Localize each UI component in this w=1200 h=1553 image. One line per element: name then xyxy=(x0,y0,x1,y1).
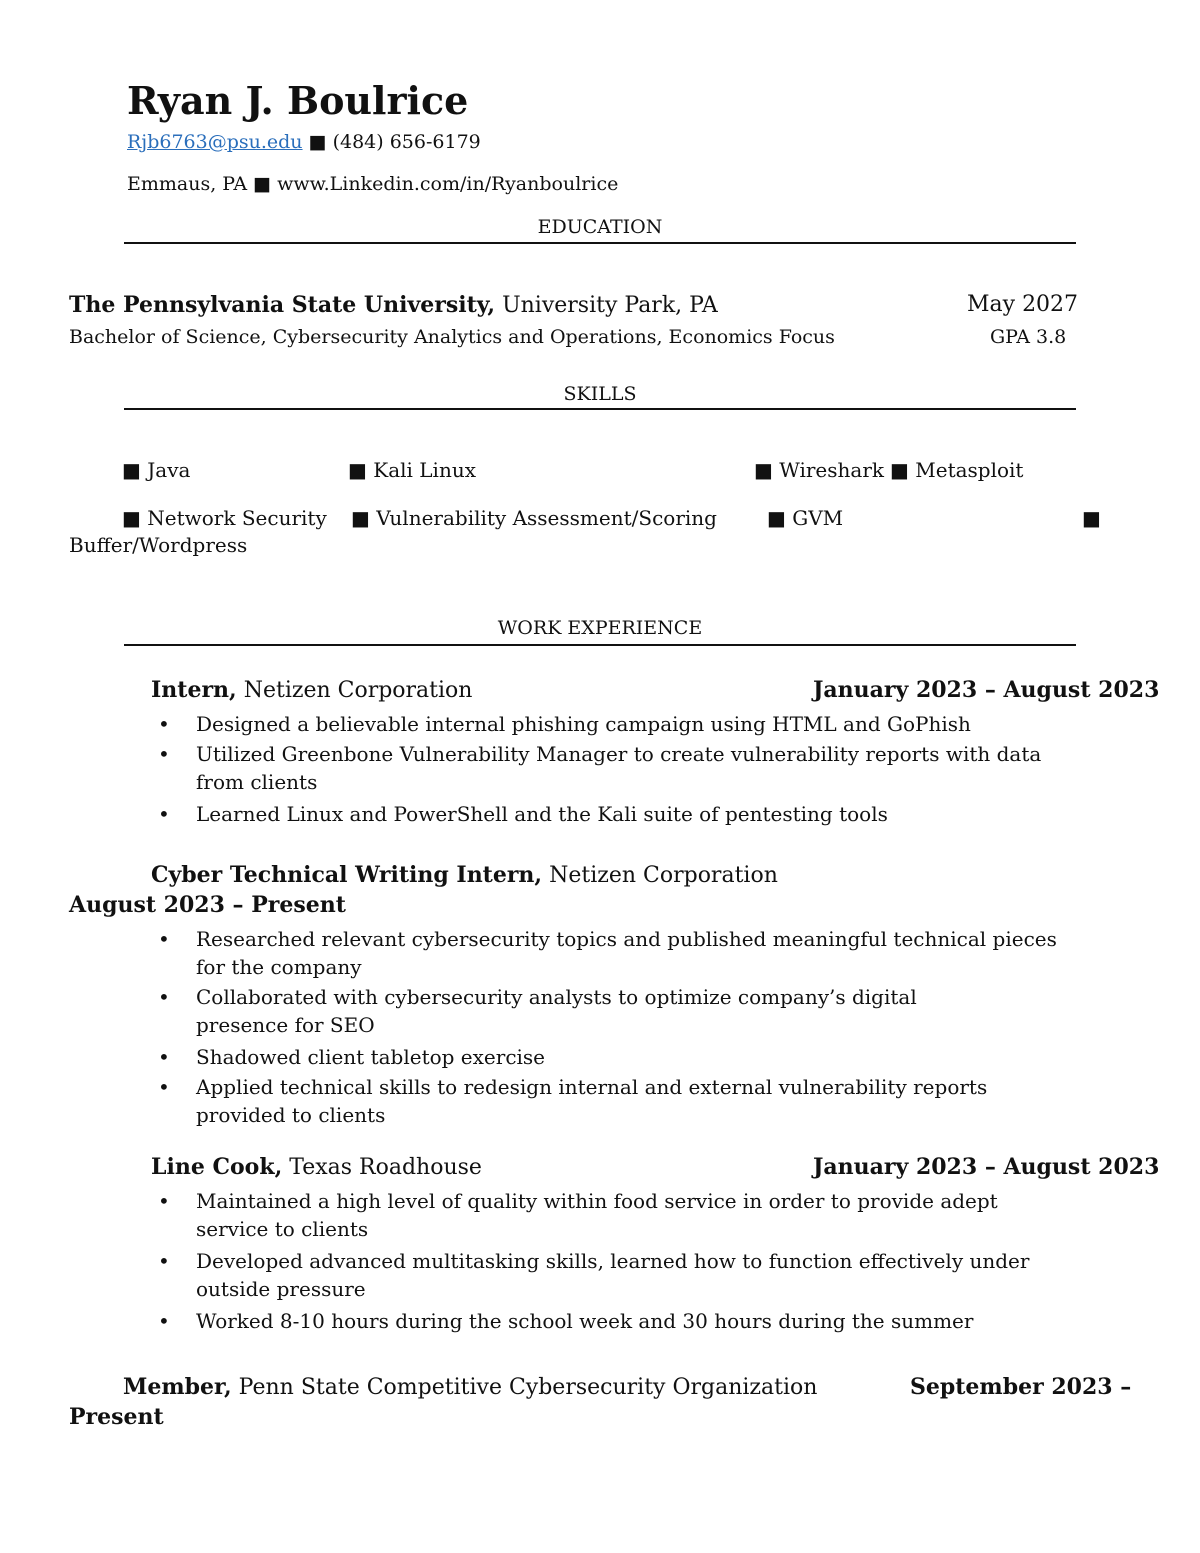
bullet-icon: • xyxy=(158,742,170,766)
contact-line-1 xyxy=(127,131,481,153)
skill-item: ■ Wireshark xyxy=(754,458,884,482)
job-org: Netizen Corporation xyxy=(243,678,473,703)
bullet-icon: • xyxy=(158,985,170,1009)
job-bullets xyxy=(150,1187,1050,1335)
bullet-icon: • xyxy=(158,802,170,826)
skill-item: ■ Java xyxy=(122,458,191,482)
bullet-icon: • xyxy=(158,1309,170,1333)
job-title-line xyxy=(123,1374,817,1400)
job-title-line xyxy=(151,1154,482,1180)
contact-line-2 xyxy=(127,173,618,195)
school-line xyxy=(69,292,718,318)
job-dates-continued: Present xyxy=(69,1404,164,1430)
job-org: Netizen Corporation xyxy=(549,863,778,888)
list-item: • Developed advanced multitasking skills, learned how to function effectively under outside pressure xyxy=(158,1249,1030,1301)
section-divider xyxy=(124,242,1076,244)
email-link[interactable]: Rjb6763@psu.edu xyxy=(127,131,303,153)
list-item: • Worked 8-10 hours during the school week and 30 hours during the summer xyxy=(158,1309,974,1333)
skill-item: ■ Vulnerability Assessment/Scoring xyxy=(351,506,717,530)
list-item: • Utilized Greenbone Vulnerability Manager to create vulnerability reports with data from clients xyxy=(158,742,1042,794)
bullet-icon: • xyxy=(158,1189,170,1213)
job-role: Cyber Technical Writing Intern, xyxy=(151,862,543,888)
job-title-line xyxy=(151,862,778,888)
graduation-date: May 2027 xyxy=(967,292,1079,317)
list-item: • Learned Linux and PowerShell and the Kali suite of pentesting tools xyxy=(158,802,888,826)
bullet-icon: • xyxy=(158,1045,170,1069)
phone-number: (484) 656-6179 xyxy=(332,131,481,153)
bullet-icon: • xyxy=(158,927,170,951)
job-bullets xyxy=(150,925,1057,1129)
section-divider xyxy=(124,644,1076,646)
skill-item: Buffer/Wordpress xyxy=(69,533,248,557)
skill-item: ■ xyxy=(1082,506,1101,530)
job-role: Member, xyxy=(123,1374,232,1400)
skill-item: ■ Kali Linux xyxy=(348,458,476,482)
separator-icon: ■ xyxy=(253,173,272,195)
section-title-work-experience: WORK EXPERIENCE xyxy=(497,617,703,639)
job-dates: August 2023 – Present xyxy=(69,892,346,918)
job-dates: January 2023 – August 2023 xyxy=(813,1154,1160,1180)
bullet-icon: • xyxy=(158,1075,170,1099)
job-title-line xyxy=(151,677,472,703)
gpa: GPA 3.8 xyxy=(990,326,1067,348)
list-item: • Researched relevant cybersecurity topics and published meaningful technical pieces for the company xyxy=(158,927,1057,979)
job-dates: September 2023 – xyxy=(910,1374,1132,1400)
location: Emmaus, PA xyxy=(127,173,248,195)
job-org: Penn State Competitive Cybersecurity Organization xyxy=(238,1375,818,1400)
list-item: • Applied technical skills to redesign internal and external vulnerability reports provided to clients xyxy=(158,1075,988,1127)
list-item: • Maintained a high level of quality within food service in order to provide adept service to clients xyxy=(158,1189,998,1241)
section-title-education: EDUCATION xyxy=(537,216,663,238)
bullet-icon: • xyxy=(158,712,170,736)
list-item: • Collaborated with cybersecurity analysts to optimize company’s digital presence for SEO xyxy=(158,985,917,1037)
linkedin-url: www.Linkedin.com/in/Ryanboulrice xyxy=(277,173,619,195)
list-item: • Designed a believable internal phishing campaign using HTML and GoPhish xyxy=(158,712,971,736)
skill-item: ■ Metasploit xyxy=(890,458,1024,482)
list-item: • Shadowed client tabletop exercise xyxy=(158,1045,546,1069)
job-bullets xyxy=(150,710,1070,828)
bullet-icon: • xyxy=(158,1249,170,1273)
job-role: Intern, xyxy=(151,677,237,703)
job-role: Line Cook, xyxy=(151,1154,283,1180)
school-name: The Pennsylvania State University, xyxy=(69,292,496,318)
section-title-skills: SKILLS xyxy=(563,383,637,405)
degree: Bachelor of Science, Cybersecurity Analytics and Operations, Economics Focus xyxy=(69,326,835,348)
separator-icon: ■ xyxy=(308,131,327,153)
job-org: Texas Roadhouse xyxy=(289,1155,482,1180)
school-location: University Park, PA xyxy=(502,293,718,318)
job-dates: January 2023 – August 2023 xyxy=(813,677,1160,703)
skill-item: ■ GVM xyxy=(767,506,844,530)
section-divider xyxy=(124,408,1076,410)
resume-name: Ryan J. Boulrice xyxy=(127,78,469,123)
skill-item: ■ Network Security xyxy=(122,506,327,530)
